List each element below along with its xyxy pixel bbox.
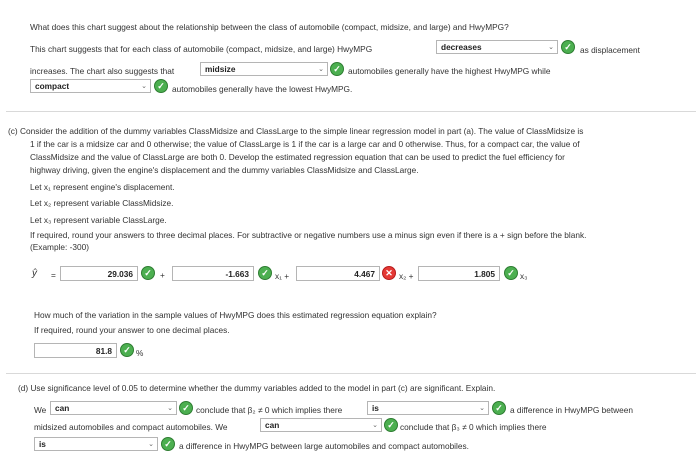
check-icon: ✓ <box>330 62 344 76</box>
we-text: We <box>34 405 47 415</box>
variation-question: How much of the variation in the sample values of HwyMPG does this estimated regression equation explain? <box>34 310 437 320</box>
check-icon: ✓ <box>258 266 272 280</box>
b1-input[interactable]: -1.663 <box>172 266 254 281</box>
b-line1-post: as displacement <box>580 45 640 55</box>
conclude-text-2: conclude that β₃ ≠ 0 which implies there <box>400 422 547 432</box>
question-b: What does this chart suggest about the relationship between the class of automobile (compact, midsize, and large) and HwyMPG? <box>30 22 509 32</box>
c-para-1: (c) Consider the addition of the dummy variables ClassMidsize and ClassLarge to the simple linear regression model in part (a). The value of ClassMidsize is <box>8 126 584 136</box>
conclude-text-1: conclude that β₂ ≠ 0 which implies there <box>196 405 343 415</box>
x3-label: x₃ <box>520 271 528 281</box>
b3-input[interactable]: 1.805 <box>418 266 500 281</box>
c-para-2: 1 if the car is a midsize car and 0 otherwise; the value of ClassLarge is 1 if the car is a large car and 0 otherwise. Thus, for a compact car, the value of <box>30 139 580 149</box>
let-x1: Let x₁ represent engine's displacement. <box>30 182 175 192</box>
dropdown-lowest[interactable]: compact ⌄ <box>30 79 151 93</box>
b-line1-pre: This chart suggests that for each class of automobile (compact, midsize, and large) HwyMPG <box>30 44 373 54</box>
b2-input[interactable]: 4.467 <box>296 266 380 281</box>
difference-text-1: a difference in HwyMPG between <box>510 405 633 415</box>
example-text: (Example: -300) <box>30 242 90 252</box>
round-one-decimal: If required, round your answer to one decimal places. <box>34 325 230 335</box>
check-icon: ✓ <box>141 266 155 280</box>
c-para-3: ClassMidsize and the value of ClassLarge are both 0. Develop the estimated regression equation that can be used to predict the fuel efficiency for <box>30 152 565 162</box>
x2-label: x₂ + <box>399 271 414 281</box>
rounding-instruction: If required, round your answers to three decimal places. For subtractive or negative numbers use a minus sign even if there is a + sign before the blank. <box>30 230 587 240</box>
check-icon: ✓ <box>561 40 575 54</box>
chevron-down-icon: ⌄ <box>318 66 324 73</box>
b0-input[interactable]: 29.036 <box>60 266 138 281</box>
dropdown-can-2[interactable]: can ⌄ <box>260 418 382 432</box>
d-question: (d) Use significance level of 0.05 to determine whether the dummy variables added to the model in part (c) are significant. Explain. <box>18 383 496 393</box>
check-icon: ✓ <box>504 266 518 280</box>
check-icon: ✓ <box>384 418 398 432</box>
check-icon: ✓ <box>179 401 193 415</box>
equals-sign: = <box>51 270 56 280</box>
c-para-4: highway driving, given the engine's displacement and the dummy variables ClassMidsize and ClassLarge. <box>30 165 419 175</box>
check-icon: ✓ <box>161 437 175 451</box>
yhat-symbol: ŷ <box>32 268 37 279</box>
plus-sign: + <box>160 270 165 280</box>
check-icon: ✓ <box>120 343 134 357</box>
dropdown-can-1[interactable]: can ⌄ <box>50 401 177 415</box>
d-line2-pre: midsized automobiles and compact automobiles. We <box>34 422 228 432</box>
dropdown-highest[interactable]: midsize ⌄ <box>200 62 328 76</box>
b-line2-post: automobiles generally have the highest HwyMPG while <box>348 66 551 76</box>
dropdown-is-2[interactable]: is ⌄ <box>34 437 158 451</box>
difference-text-2: a difference in HwyMPG between large automobiles and compact automobiles. <box>179 441 469 451</box>
x1-label: x₁ + <box>275 271 290 281</box>
b-line3-post: automobiles generally have the lowest HwyMPG. <box>172 84 353 94</box>
cross-icon: ✕ <box>382 266 396 280</box>
chevron-down-icon: ⌄ <box>141 83 147 90</box>
let-x3: Let x₃ represent variable ClassLarge. <box>30 215 167 225</box>
chevron-down-icon: ⌄ <box>548 44 554 51</box>
chevron-down-icon: ⌄ <box>372 422 378 429</box>
b-line2-pre: increases. The chart also suggests that <box>30 66 175 76</box>
percent-unit: % <box>136 348 144 358</box>
check-icon: ✓ <box>154 79 168 93</box>
check-icon: ✓ <box>492 401 506 415</box>
divider <box>6 111 696 112</box>
divider <box>6 373 696 374</box>
let-x2: Let x₂ represent variable ClassMidsize. <box>30 198 174 208</box>
chevron-down-icon: ⌄ <box>479 405 485 412</box>
dropdown-is-1[interactable]: is ⌄ <box>367 401 489 415</box>
chevron-down-icon: ⌄ <box>148 441 154 448</box>
dropdown-relationship[interactable]: decreases ⌄ <box>436 40 558 54</box>
r-squared-input[interactable]: 81.8 <box>34 343 117 358</box>
chevron-down-icon: ⌄ <box>167 405 173 412</box>
